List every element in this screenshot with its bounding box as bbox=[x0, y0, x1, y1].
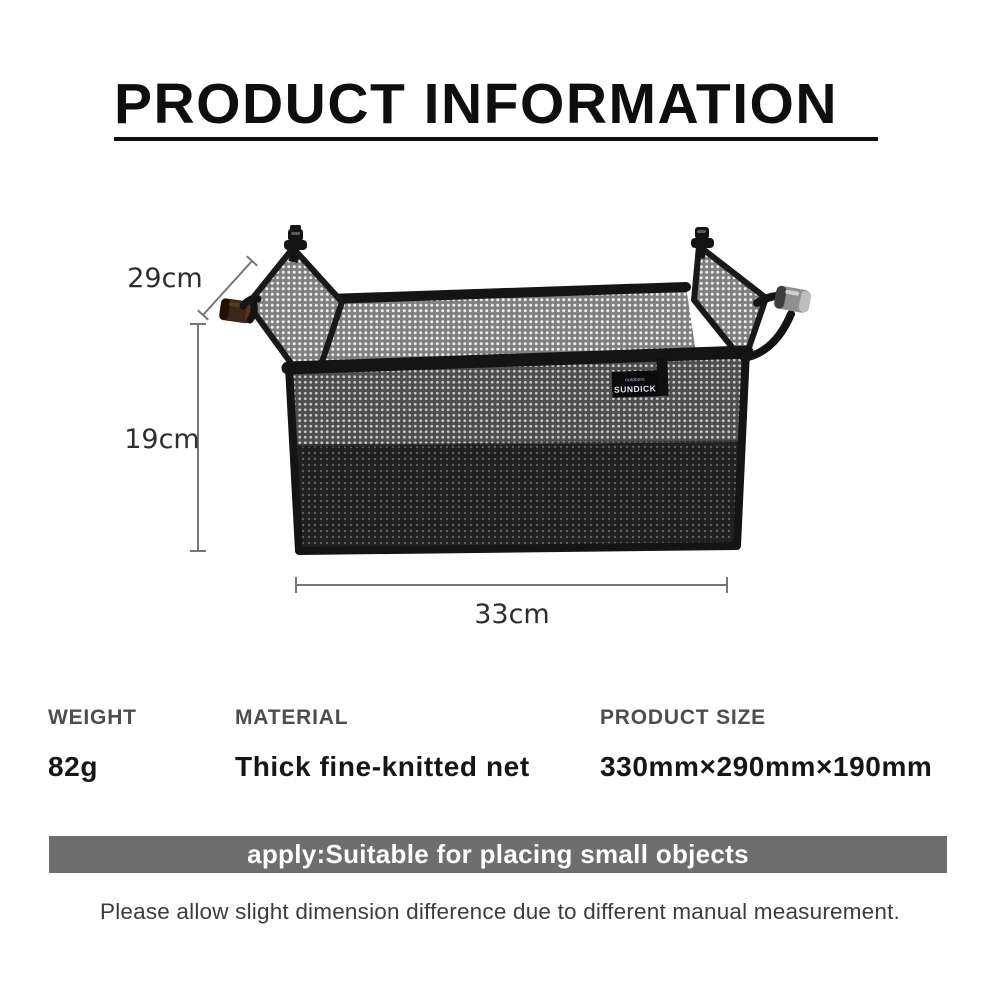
spec-weight-label: WEIGHT bbox=[48, 706, 137, 729]
brand-tag-line1: outdoors bbox=[625, 376, 645, 384]
dimension-33cm bbox=[296, 577, 727, 630]
basket-front-lower bbox=[295, 442, 742, 551]
dimension-19cm bbox=[124, 324, 206, 551]
dimension-label-29cm: 29cm bbox=[127, 263, 203, 294]
dimension-label-19cm: 19cm bbox=[124, 424, 200, 455]
spec-product-size bbox=[600, 706, 932, 783]
dimension-label-33cm: 33cm bbox=[474, 599, 550, 630]
page-title: PRODUCT INFORMATION bbox=[114, 72, 839, 136]
brand-tag-line2: SUNDICK bbox=[613, 383, 657, 395]
right-knob bbox=[773, 285, 811, 314]
spec-weight bbox=[48, 706, 137, 783]
spec-material bbox=[235, 706, 530, 783]
spec-product-size-value: 330mm×290mm×190mm bbox=[600, 751, 933, 782]
apply-banner bbox=[49, 836, 947, 873]
apply-banner-text: apply:Suitable for placing small objects bbox=[247, 839, 749, 869]
spec-material-value: Thick fine-knitted net bbox=[235, 751, 530, 782]
spec-material-label: MATERIAL bbox=[235, 706, 349, 729]
brand-tag bbox=[612, 370, 659, 398]
mesh-basket-illustration bbox=[219, 225, 812, 551]
spec-weight-value: 82g bbox=[48, 751, 99, 782]
measurement-disclaimer: Please allow slight dimension difference due to different manual measurement. bbox=[99, 899, 901, 924]
spec-product-size-label: PRODUCT SIZE bbox=[600, 706, 766, 729]
